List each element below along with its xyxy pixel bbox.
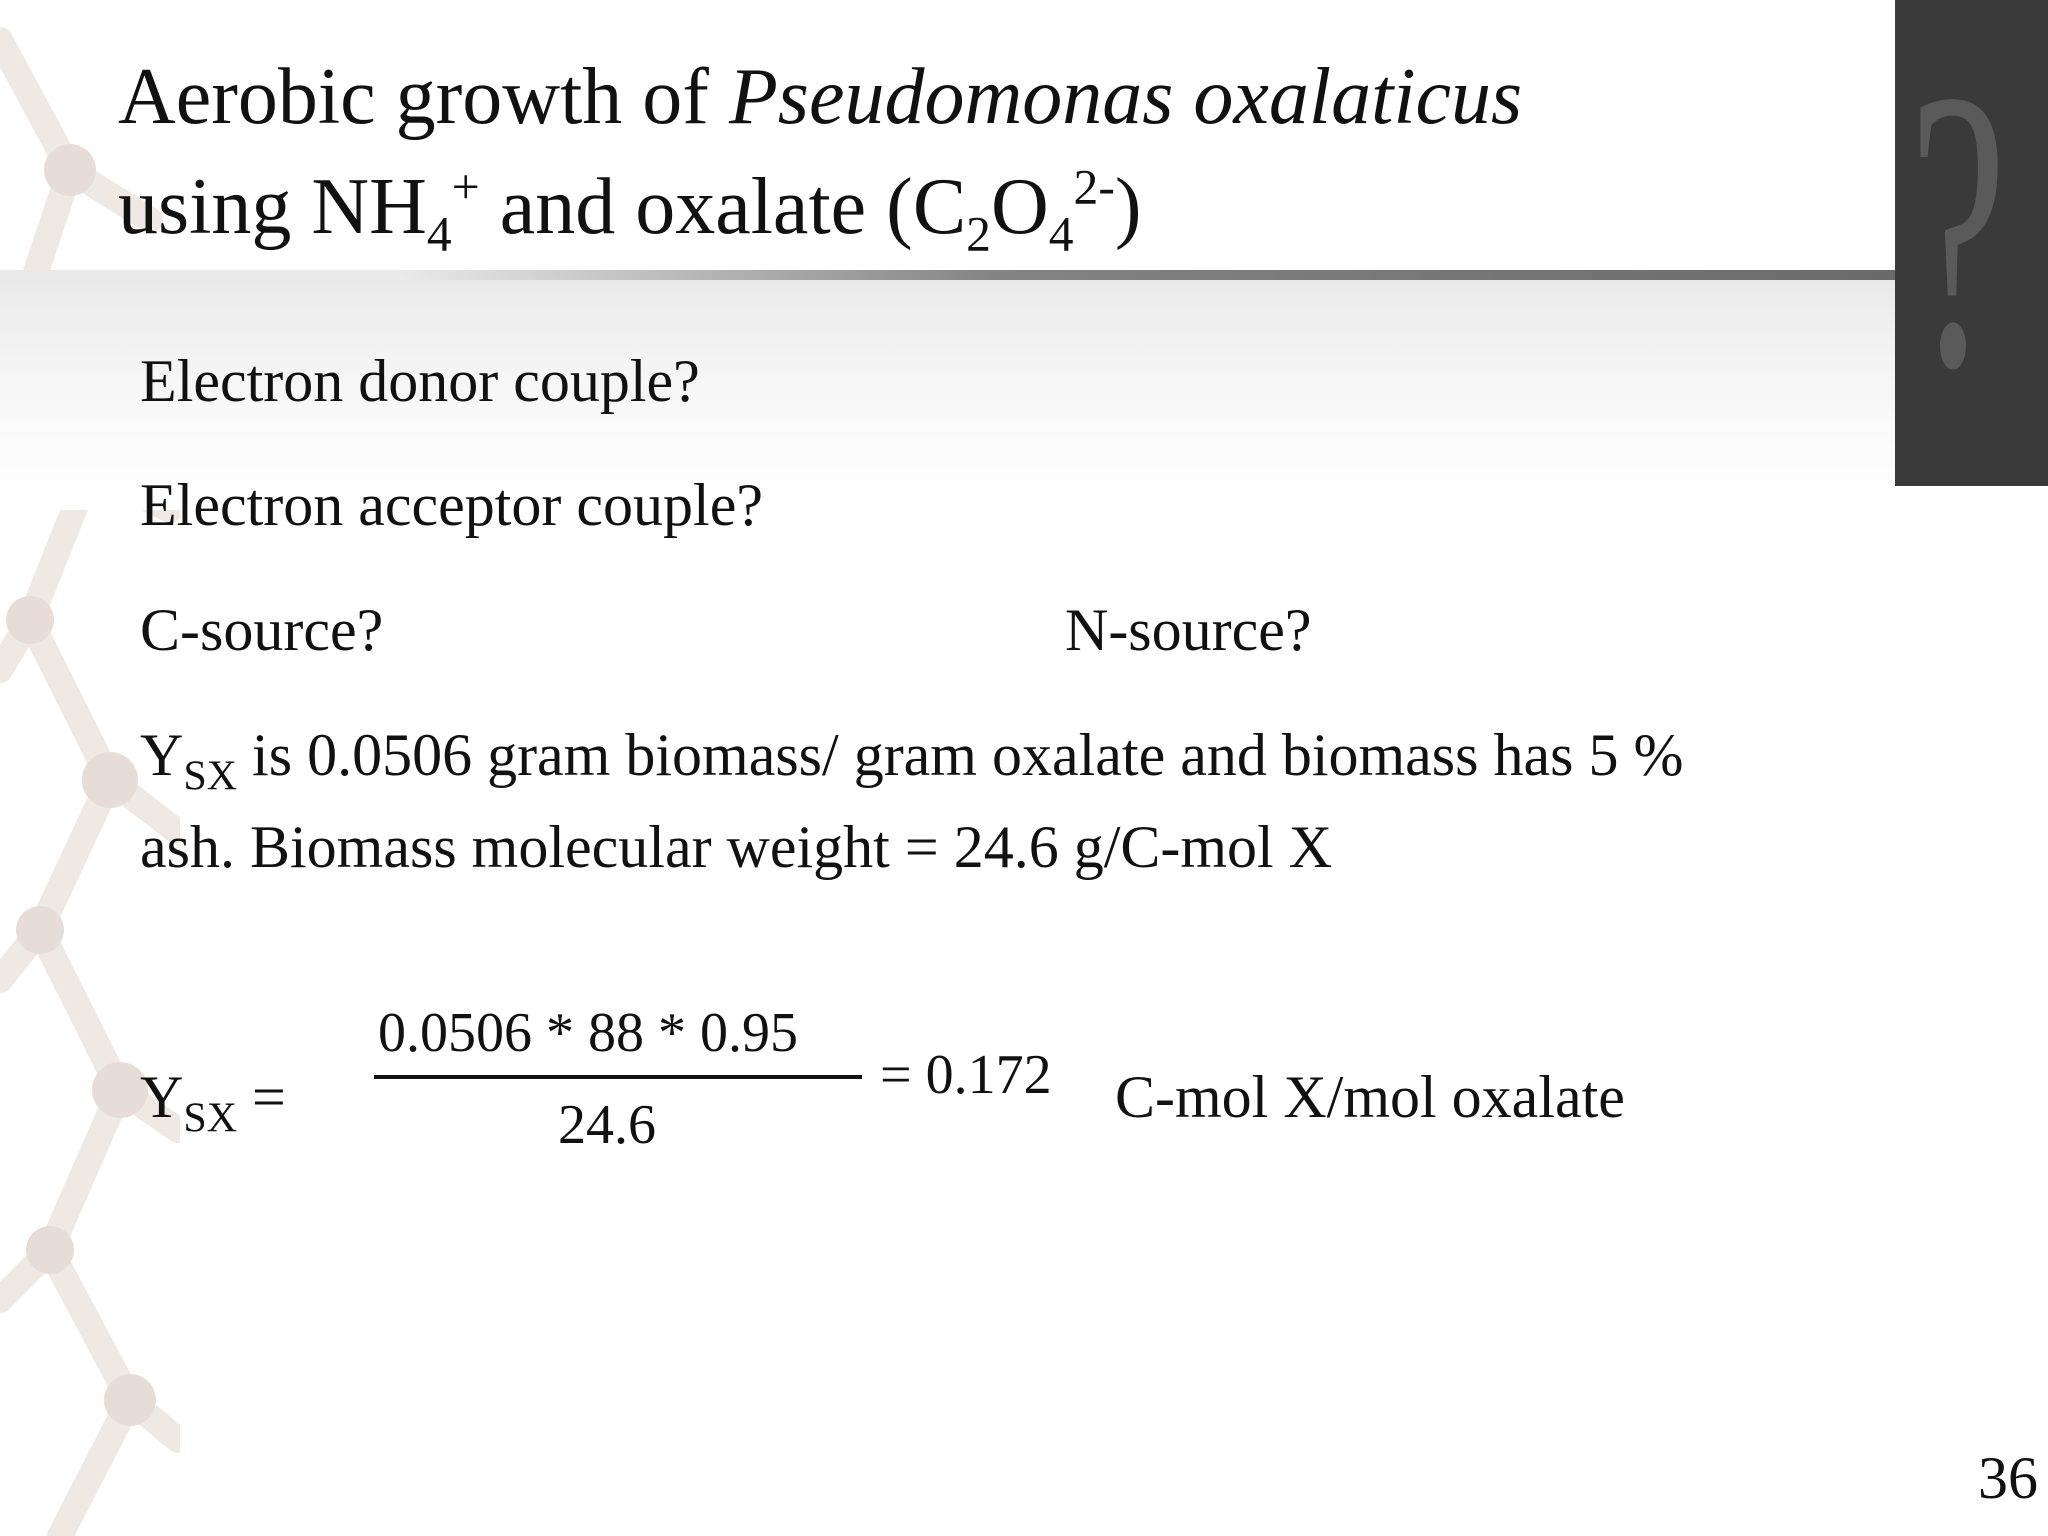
equation-equals: =	[237, 1064, 286, 1130]
equation-unit: C-mol X/mol oxalate	[1115, 1064, 1625, 1130]
title-sup-plus: +	[451, 159, 480, 215]
fraction-bar	[374, 1075, 862, 1079]
equation-result: = 0.172	[880, 1044, 1052, 1106]
question-electron-donor: Electron donor couple?	[140, 348, 700, 414]
yield-statement-line1	[140, 720, 1684, 800]
title-line1-prefix: Aerobic growth of	[118, 53, 729, 141]
question-mark-icon: ?	[1909, 8, 2007, 451]
question-c-source: C-source?	[140, 597, 384, 663]
question-n-source: N-source?	[1065, 597, 1312, 663]
title-line2-a: using NH	[118, 163, 427, 251]
equation-y: Y	[140, 1064, 184, 1130]
equation-label	[140, 1062, 286, 1142]
yield-subscript: SX	[183, 753, 238, 800]
title-sup-2minus: 2-	[1073, 159, 1115, 215]
question-electron-acceptor: Electron acceptor couple?	[140, 472, 763, 538]
title-sub-4b: 4	[1048, 206, 1074, 262]
yield-statement-line2: ash. Biomass molecular weight = 24.6 g/C-mol X	[140, 814, 1333, 880]
title-line2-b: and oxalate (C	[479, 163, 967, 251]
yield-symbol: Y	[140, 722, 184, 788]
page-number: 36	[1978, 1445, 2038, 1511]
fraction-numerator: 0.0506 * 88 * 0.95	[378, 1002, 798, 1064]
title-line2-d: )	[1114, 163, 1142, 251]
slide-title	[118, 42, 1878, 262]
title-sub-2: 2	[966, 206, 991, 262]
equation-sub: SX	[183, 1095, 238, 1142]
question-mark-panel	[1895, 0, 2048, 486]
fraction-denominator: 24.6	[558, 1094, 656, 1156]
title-organism: Pseudomonas oxalaticus	[728, 53, 1523, 141]
yield-statement-text: is 0.0506 gram biomass/ gram oxalate and biomass has 5 %	[237, 722, 1684, 788]
title-sub-4: 4	[426, 206, 452, 262]
title-line2-c: O	[990, 163, 1049, 251]
